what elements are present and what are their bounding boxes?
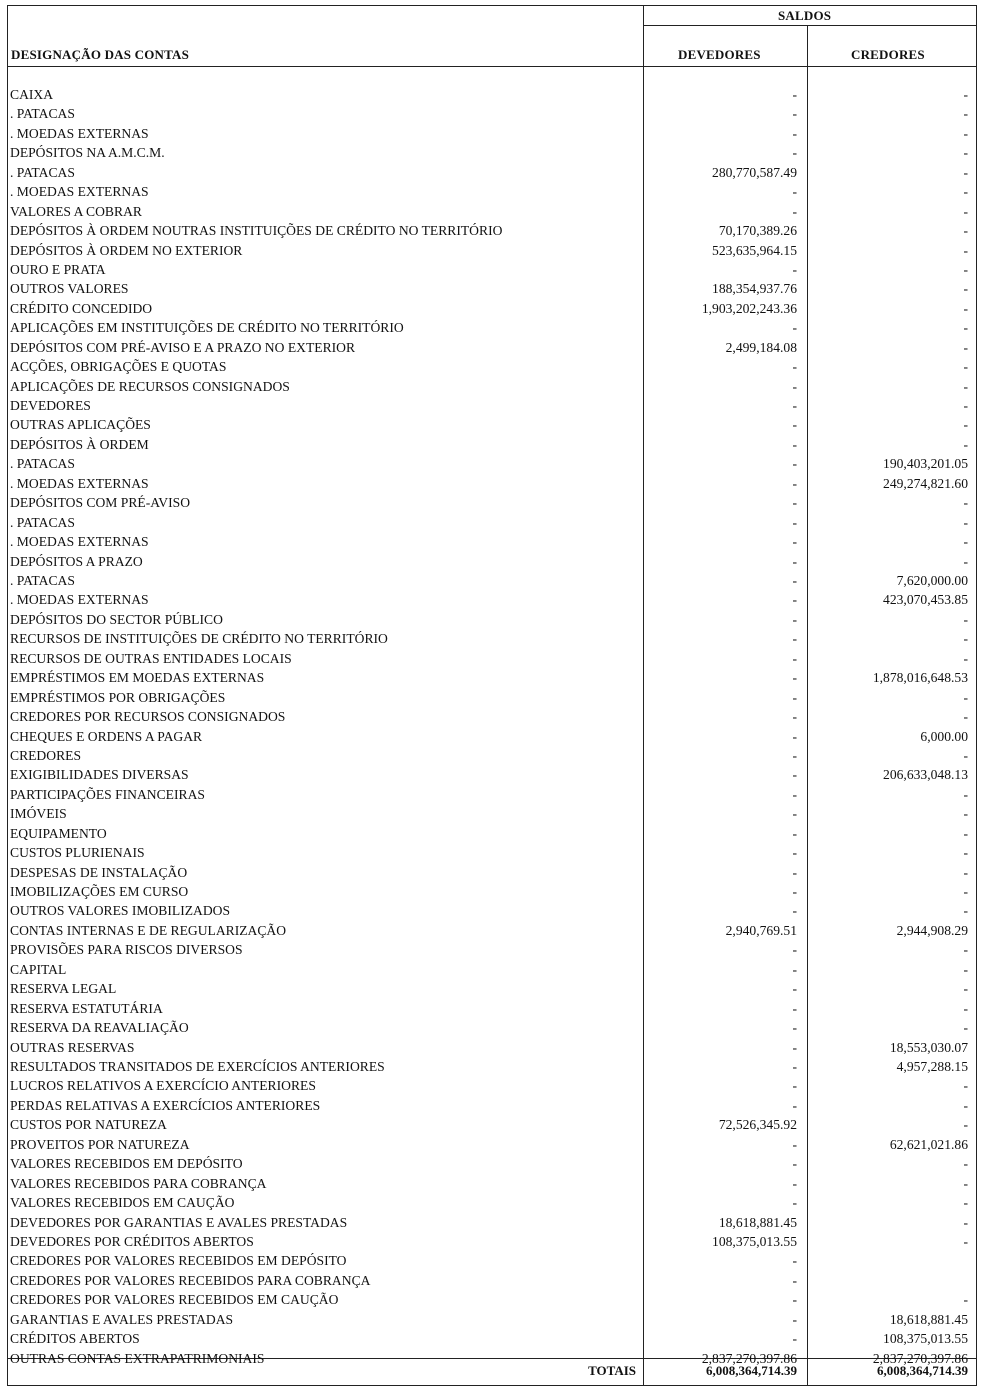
devedores-value: - (792, 1175, 797, 1191)
devedores-value: - (792, 1272, 797, 1288)
table-row (8, 1251, 976, 1271)
table-row (8, 1038, 976, 1058)
designacao-header: DESIGNAÇÃO DAS CONTAS (11, 47, 190, 62)
credores-value: - (963, 786, 968, 802)
table-row (8, 824, 976, 844)
credores-value: - (963, 495, 968, 511)
credores-value: - (963, 1195, 968, 1211)
account-name: CREDORES POR VALORES RECEBIDOS PARA COBRANÇA (10, 1272, 371, 1288)
credores-value: - (963, 398, 968, 414)
devedores-value: - (792, 1292, 797, 1308)
devedores-value: 2,940,769.51 (725, 922, 797, 938)
devedores-value: 108,375,013.55 (712, 1233, 797, 1249)
devedores-value: - (792, 942, 797, 958)
table-row (8, 979, 976, 999)
table-row (8, 1076, 976, 1096)
account-name: DEPÓSITOS NA A.M.C.M. (10, 145, 165, 161)
devedores-value: - (792, 1136, 797, 1152)
devedores-value: 70,170,389.26 (718, 223, 797, 239)
credores-value: - (963, 359, 968, 375)
table-row (8, 1193, 976, 1213)
account-name: GARANTIAS E AVALES PRESTADAS (10, 1311, 234, 1327)
table-row (8, 1290, 976, 1310)
credores-value: 2,944,908.29 (896, 922, 968, 938)
credores-value: - (963, 553, 968, 569)
table-row (8, 299, 976, 319)
credores-value: 1,878,016,648.53 (872, 670, 968, 686)
account-name: DEPÓSITOS COM PRÉ-AVISO E A PRAZO NO EXTERIOR (10, 339, 356, 355)
table-row (8, 746, 976, 766)
credores-value: - (963, 203, 968, 219)
account-name: RECURSOS DE INSTITUIÇÕES DE CRÉDITO NO TERRITÓRIO (10, 631, 388, 647)
account-name: PROVISÕES PARA RISCOS DIVERSOS (10, 942, 243, 958)
table-row (8, 1135, 976, 1155)
credores-value: - (963, 184, 968, 200)
account-name: RESULTADOS TRANSITADOS DE EXERCÍCIOS ANTERIORES (10, 1059, 385, 1074)
devedores-value: - (792, 1311, 797, 1327)
account-name: . MOEDAS EXTERNAS (10, 125, 149, 141)
devedores-value: 2,837,270,397.86 (701, 1350, 797, 1366)
credores-value: - (963, 223, 968, 239)
account-name: RESERVA ESTATUTÁRIA (10, 1000, 163, 1016)
saldos-header: SALDOS (778, 8, 832, 23)
credores-value: 4,957,288.15 (896, 1059, 968, 1074)
table-row (8, 901, 976, 921)
account-name: DESPESAS DE INSTALAÇÃO (10, 864, 188, 880)
credores-value: - (963, 1292, 968, 1308)
table-row (8, 474, 976, 494)
account-name: OUTRAS RESERVAS (10, 1039, 135, 1055)
table-row (8, 357, 976, 377)
credores-value: - (963, 611, 968, 627)
account-name: CRÉDITO CONCEDIDO (10, 300, 153, 316)
devedores-value: - (792, 553, 797, 569)
table-row (8, 765, 976, 785)
account-name: RESERVA DA REAVALIAÇÃO (10, 1020, 189, 1036)
table-row (8, 1271, 976, 1291)
credores-value: - (963, 747, 968, 763)
credores-value: - (963, 281, 968, 297)
devedores-value: - (792, 261, 797, 277)
table-row (8, 260, 976, 280)
table-row (8, 221, 976, 241)
table-row (8, 629, 976, 649)
account-name: OUTROS VALORES (10, 281, 129, 297)
devedores-value: - (792, 320, 797, 336)
account-name: CONTAS INTERNAS E DE REGULARIZAÇÃO (10, 922, 287, 938)
credores-value: - (963, 1000, 968, 1016)
account-name: . PATACAS (10, 456, 75, 472)
table-row (8, 532, 976, 552)
devedores-value: - (792, 1331, 797, 1347)
table-row (8, 241, 976, 261)
account-name: DEPÓSITOS À ORDEM (10, 436, 149, 452)
credores-value: 423,070,453.85 (883, 592, 968, 608)
table-row (8, 513, 976, 533)
credores-value: - (963, 164, 968, 180)
devedores-value: - (792, 709, 797, 725)
account-name: PERDAS RELATIVAS A EXERCÍCIOS ANTERIORES (10, 1097, 321, 1113)
table-row (8, 804, 976, 824)
devedores-value: 72,526,345.92 (718, 1117, 797, 1133)
credores-value: - (963, 903, 968, 919)
account-name: DEPÓSITOS DO SECTOR PÚBLICO (10, 611, 223, 627)
table-row (8, 279, 976, 299)
account-name: IMOBILIZAÇÕES EM CURSO (10, 884, 189, 900)
devedores-value: 188,354,937.76 (712, 281, 797, 297)
devedores-value: - (792, 184, 797, 200)
credores-value: - (963, 1078, 968, 1094)
table-row (8, 882, 976, 902)
devedores-value: - (792, 689, 797, 705)
table-row (8, 940, 976, 960)
account-name: PROVEITOS POR NATUREZA (10, 1136, 190, 1152)
totals-row (8, 1360, 976, 1385)
devedores-value: - (792, 981, 797, 997)
account-name: RESERVA LEGAL (10, 981, 117, 997)
account-name: ACÇÕES, OBRIGAÇÕES E QUOTAS (10, 359, 227, 375)
table-row (8, 863, 976, 883)
table-row (8, 610, 976, 630)
devedores-value: 18,618,881.45 (718, 1214, 797, 1230)
totals-credores: 6,008,364,714.39 (877, 1363, 968, 1378)
credores-value: - (963, 961, 968, 977)
devedores-value: - (792, 611, 797, 627)
table-row (8, 552, 976, 572)
devedores-value: - (792, 1059, 797, 1074)
credores-value: - (963, 631, 968, 647)
table-row (8, 338, 976, 358)
devedores-value: - (792, 534, 797, 550)
account-name: . PATACAS (10, 164, 75, 180)
devedores-value: - (792, 864, 797, 880)
account-name: APLICAÇÕES EM INSTITUIÇÕES DE CRÉDITO NO TERRITÓRIO (10, 320, 404, 336)
credores-value: 6,000.00 (920, 728, 968, 744)
credores-value: - (963, 514, 968, 530)
header-bottom-rule (8, 66, 976, 67)
devedores-value: - (792, 1078, 797, 1094)
account-name: OUTRAS CONTAS EXTRAPATRIMONIAIS (10, 1350, 265, 1366)
account-name: CRÉDITOS ABERTOS (10, 1331, 140, 1347)
devedores-value: - (792, 456, 797, 472)
devedores-value: - (792, 786, 797, 802)
table-row (8, 960, 976, 980)
devedores-value: - (792, 1020, 797, 1036)
credores-value: - (963, 106, 968, 122)
account-name: . PATACAS (10, 514, 75, 530)
table-row (8, 688, 976, 708)
account-name: . PATACAS (10, 106, 75, 122)
account-name: EXIGIBILIDADES DIVERSAS (10, 767, 189, 783)
credores-value: - (963, 942, 968, 958)
devedores-value: - (792, 825, 797, 841)
credores-value: 2,837,270,397.86 (872, 1350, 968, 1366)
devedores-value: - (792, 417, 797, 433)
devedores-value: - (792, 670, 797, 686)
table-row (8, 707, 976, 727)
table-row (8, 843, 976, 863)
credores-value: - (963, 1020, 968, 1036)
credores-value: - (963, 845, 968, 861)
table-row (8, 143, 976, 163)
credores-value: - (963, 300, 968, 316)
table-row (8, 415, 976, 435)
table-row (8, 493, 976, 513)
table-row (8, 124, 976, 144)
devedores-value: - (792, 87, 797, 102)
credores-value: - (963, 378, 968, 394)
account-name: OUTROS VALORES IMOBILIZADOS (10, 903, 231, 919)
account-name: VALORES RECEBIDOS EM DEPÓSITO (10, 1156, 243, 1172)
credores-value: - (963, 339, 968, 355)
credores-value: - (963, 1175, 968, 1191)
account-name: CREDORES POR RECURSOS CONSIGNADOS (10, 709, 286, 725)
credores-value: 62,621,021.86 (889, 1136, 968, 1152)
account-name: OURO E PRATA (10, 261, 106, 277)
credores-value: - (963, 261, 968, 277)
account-name: IMÓVEIS (10, 806, 67, 822)
account-name: . MOEDAS EXTERNAS (10, 534, 149, 550)
table-row (8, 202, 976, 222)
devedores-value: - (792, 106, 797, 122)
devedores-header: DEVEDORES (678, 47, 761, 62)
credores-value: - (963, 689, 968, 705)
credores-value: - (963, 242, 968, 258)
account-name: APLICAÇÕES DE RECURSOS CONSIGNADOS (10, 378, 290, 394)
credores-value: - (963, 125, 968, 141)
table-row (8, 921, 976, 941)
devedores-value: - (792, 378, 797, 394)
devedores-value: - (792, 845, 797, 861)
devedores-value: - (792, 475, 797, 491)
account-name: . MOEDAS EXTERNAS (10, 184, 149, 200)
table-row (8, 590, 976, 610)
account-name: DEPÓSITOS À ORDEM NO EXTERIOR (10, 242, 243, 258)
credores-value: - (963, 864, 968, 880)
devedores-value: - (792, 961, 797, 977)
devedores-value: - (792, 514, 797, 530)
table-row (8, 454, 976, 474)
credores-value: - (963, 1117, 968, 1133)
table-row (8, 104, 976, 124)
credores-value: - (963, 884, 968, 900)
table-row (8, 571, 976, 591)
devedores-value: - (792, 573, 797, 588)
devedores-value: - (792, 903, 797, 919)
table-row (8, 85, 976, 105)
account-name: DEPÓSITOS À ORDEM NOUTRAS INSTITUIÇÕES DE CRÉDITO NO TERRITÓRIO (10, 223, 503, 239)
credores-value: 18,618,881.45 (889, 1311, 968, 1327)
table-row (8, 396, 976, 416)
credores-value: - (963, 87, 968, 102)
devedores-value: - (792, 728, 797, 744)
credores-value: 108,375,013.55 (883, 1331, 968, 1347)
devedores-value: - (792, 1253, 797, 1269)
credores-value: - (963, 534, 968, 550)
devedores-value: - (792, 631, 797, 647)
account-name: OUTRAS APLICAÇÕES (10, 417, 151, 433)
devedores-value: - (792, 884, 797, 900)
devedores-value: - (792, 1000, 797, 1016)
devedores-value: - (792, 1195, 797, 1211)
account-name: . MOEDAS EXTERNAS (10, 592, 149, 608)
table-row (8, 1057, 976, 1077)
credores-value: - (963, 436, 968, 452)
devedores-value: - (792, 767, 797, 783)
devedores-value: - (792, 1156, 797, 1172)
devedores-value: 2,499,184.08 (725, 339, 797, 355)
devedores-value: - (792, 1039, 797, 1055)
table-row (8, 1018, 976, 1038)
credores-value: 7,620,000.00 (896, 573, 968, 588)
table-row (8, 1310, 976, 1330)
table-row (8, 435, 976, 455)
account-name: DEPÓSITOS COM PRÉ-AVISO (10, 495, 191, 511)
devedores-value: - (792, 1097, 797, 1113)
devedores-value: - (792, 359, 797, 375)
account-name: . MOEDAS EXTERNAS (10, 475, 149, 491)
credores-value: - (963, 650, 968, 666)
table-row (8, 318, 976, 338)
table-row (8, 1096, 976, 1116)
table-row (8, 1232, 976, 1252)
account-name: VALORES A COBRAR (10, 203, 142, 219)
table-row (8, 377, 976, 397)
credores-value: 18,553,030.07 (889, 1039, 968, 1055)
table-row (8, 1213, 976, 1233)
table-row (8, 727, 976, 747)
account-name: CHEQUES E ORDENS A PAGAR (10, 728, 203, 744)
devedores-value: - (792, 747, 797, 763)
credores-value: - (963, 806, 968, 822)
devedores-value: - (792, 650, 797, 666)
devedores-value: 1,903,202,243.36 (701, 300, 797, 316)
devedores-value: - (792, 495, 797, 511)
credores-value: 249,274,821.60 (883, 475, 968, 491)
account-name: CUSTOS POR NATUREZA (10, 1117, 167, 1133)
table-row (8, 1329, 976, 1349)
table-row (8, 1154, 976, 1174)
table-row (8, 999, 976, 1019)
table-row (8, 1115, 976, 1135)
devedores-value: - (792, 436, 797, 452)
account-name: VALORES RECEBIDOS EM CAUÇÃO (10, 1195, 235, 1211)
account-name: VALORES RECEBIDOS PARA COBRANÇA (10, 1175, 267, 1191)
credores-value: 206,633,048.13 (883, 767, 968, 783)
balance-sheet-table (7, 5, 977, 1386)
table-row (8, 163, 976, 183)
devedores-value: 280,770,587.49 (712, 164, 797, 180)
account-name: CAPITAL (10, 961, 67, 977)
account-name: CAIXA (10, 87, 54, 102)
credores-value: - (963, 1097, 968, 1113)
devedores-value: - (792, 203, 797, 219)
table-row (8, 1174, 976, 1194)
account-name: EMPRÉSTIMOS EM MOEDAS EXTERNAS (10, 670, 265, 686)
credores-value: 190,403,201.05 (883, 456, 968, 472)
table-row (8, 182, 976, 202)
devedores-value: - (792, 125, 797, 141)
account-name: . PATACAS (10, 573, 75, 588)
devedores-value: - (792, 398, 797, 414)
account-name: RECURSOS DE OUTRAS ENTIDADES LOCAIS (10, 650, 292, 666)
account-name: DEVEDORES (10, 398, 91, 414)
credores-header: CREDORES (851, 47, 925, 62)
account-name: LUCROS RELATIVOS A EXERCÍCIO ANTERIORES (10, 1078, 316, 1094)
credores-value: - (963, 1156, 968, 1172)
account-name: CREDORES POR VALORES RECEBIDOS EM CAUÇÃO (10, 1292, 339, 1308)
credores-value: - (963, 981, 968, 997)
account-name: DEVEDORES POR GARANTIAS E AVALES PRESTADAS (10, 1214, 348, 1230)
account-name: CREDORES POR VALORES RECEBIDOS EM DEPÓSITO (10, 1253, 347, 1269)
account-name: EMPRÉSTIMOS POR OBRIGAÇÕES (10, 689, 226, 705)
saldos-underline (643, 25, 976, 26)
table-row (8, 649, 976, 669)
credores-value: - (963, 417, 968, 433)
credores-value: - (963, 145, 968, 161)
totals-devedores: 6,008,364,714.39 (706, 1363, 797, 1378)
table-row (8, 668, 976, 688)
credores-value: - (963, 320, 968, 336)
account-name: EQUIPAMENTO (10, 825, 107, 841)
account-name: DEVEDORES POR CRÉDITOS ABERTOS (10, 1233, 254, 1249)
totals-label: TOTAIS (588, 1363, 636, 1378)
account-name: CUSTOS PLURIENAIS (10, 845, 145, 861)
devedores-value: - (792, 806, 797, 822)
credores-value: - (963, 825, 968, 841)
credores-value: - (963, 709, 968, 725)
devedores-value: - (792, 592, 797, 608)
devedores-value: - (792, 145, 797, 161)
account-name: CREDORES (10, 747, 82, 763)
account-name: DEPÓSITOS A PRAZO (10, 553, 143, 569)
account-name: PARTICIPAÇÕES FINANCEIRAS (10, 786, 205, 802)
credores-value: - (963, 1214, 968, 1230)
table-row (8, 785, 976, 805)
credores-value: - (963, 1233, 968, 1249)
devedores-value: 523,635,964.15 (712, 242, 797, 258)
